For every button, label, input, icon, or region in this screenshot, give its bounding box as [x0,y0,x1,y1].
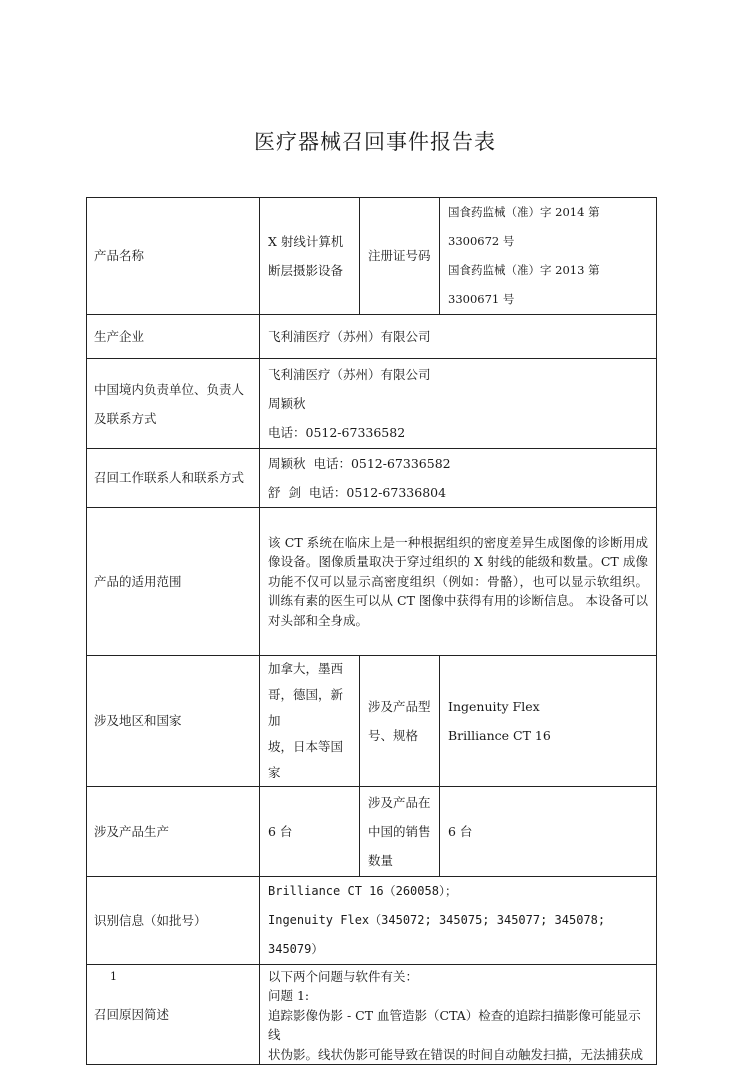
reason-value [260,965,657,1065]
manufacturer-value: 飞利浦医疗（苏州）有限公司 [260,315,657,359]
registration-line: 国食药监械（准）字 2014 第 3300672 号 [448,205,600,248]
row-manufacturer [87,315,657,359]
row-scope [87,508,657,656]
recall-contact-value [260,449,657,508]
reason-line: 追踪影像伪影 - CT 血管造影（CTA）检查的追踪扫描影像可能显示线 [268,1007,641,1043]
identification-value [260,877,657,965]
regions-value [260,656,360,787]
label-identification: 识别信息（如批号） [87,877,260,965]
recall-contact-line: 周颖秋 电话：0512-67336582 [268,456,451,471]
domestic-unit-line: 飞利浦医疗（苏州）有限公司 [268,367,431,382]
domestic-unit-value [260,359,657,449]
label-recall-contact: 召回工作联系人和联系方式 [87,449,260,508]
product-name-line: X 射线计算机 [268,234,344,249]
model-label-line: 涉及产品型 [368,699,431,714]
production-value: 6 台 [260,787,360,877]
sales-label-line: 中国的销售 [368,824,431,839]
label-production: 涉及产品生产 [87,787,260,877]
identification-line: Brilliance CT 16（260058）； [268,884,457,898]
model-label-line: 号、规格 [368,728,419,743]
model-value [440,656,657,787]
page-number: 1 [110,970,117,983]
row-identification [87,877,657,965]
label-china-sales [360,787,440,877]
reason-line: 以下两个问题与软件有关： [268,969,419,984]
label-domestic-unit: 中国境内负责单位、负责人及联系方式 [87,359,260,449]
label-scope: 产品的适用范围 [87,508,260,656]
recall-contact-line: 舒 剑 电话：0512-67336804 [268,485,447,500]
model-line: Ingenuity Flex [448,699,540,714]
label-regions: 涉及地区和国家 [87,656,260,787]
row-production [87,787,657,877]
sales-label-line: 涉及产品在 [368,795,431,810]
scope-value: 该 CT 系统在临床上是一种根据组织的密度差异生成图像的诊断用成像设备。图像质量取决于穿过组织的 X 射线的能级和数量。CT 成像功能不仅可以显示高密度组织（例如：骨骼），也可以显示软组织。训练有素的医生可以从 CT 图像中获得有用的诊断信息。 本设备可以对头部和全身成。 [260,508,657,656]
recall-report-table [86,197,657,1065]
product-name-line: 断层摄影设备 [268,263,344,278]
registration-line: 国食药监械（准）字 2013 第 3300671 号 [448,263,600,306]
row-recall-contact [87,449,657,508]
domestic-unit-line: 周颖秋 [268,396,306,411]
identification-line: Ingenuity Flex（345072; 345075; 345077; 345078; 345079） [268,913,606,956]
row-product-name [87,198,657,315]
reason-line: 状伪影。线状伪影可能导致在错误的时间自动触发扫描，无法捕获成 [268,1046,644,1062]
label-product-name: 产品名称 [87,198,260,315]
china-sales-value: 6 台 [440,787,657,877]
model-line: Brilliance CT 16 [448,728,551,743]
row-reason [87,965,657,1065]
regions-line: 加拿大，墨西 [268,661,344,676]
domestic-unit-line: 电话：0512-67336582 [268,425,406,440]
label-reason: 召回原因简述 [87,965,260,1065]
row-domestic-unit [87,359,657,449]
report-title: 医疗器械召回事件报告表 [254,130,496,154]
registration-number-value [440,198,657,315]
label-registration-number: 注册证号码 [360,198,440,315]
label-model [360,656,440,787]
sales-label-line: 数量 [368,853,394,868]
product-name-value [260,198,360,315]
label-manufacturer: 生产企业 [87,315,260,359]
regions-line: 哥，德国，新加 [268,687,344,728]
row-regions [87,656,657,787]
reason-line: 问题 1: [268,988,310,1004]
regions-line: 坡，日本等国家 [268,739,344,780]
